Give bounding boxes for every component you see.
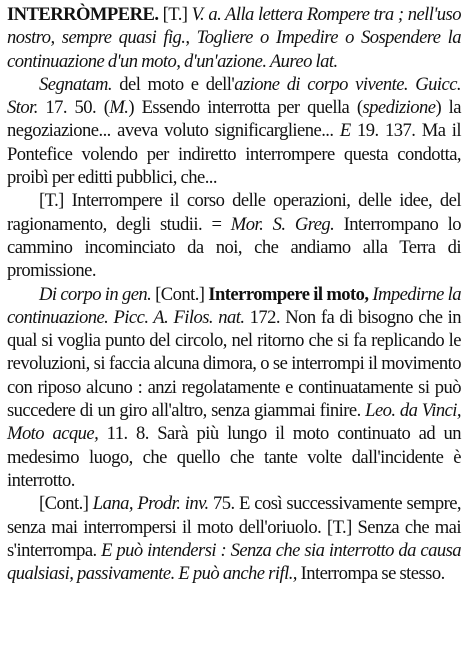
quotation-text: 75. E così successivamente sempre, senza mai interrompersi il moto dell'oriuolo. [T.] Senza che mai s'interrompa. bbox=[7, 493, 462, 561]
editor-mark: [T.] bbox=[158, 4, 192, 25]
sense-paragraph-continuation bbox=[7, 492, 461, 585]
citation-source: Mor. S. Greg. bbox=[230, 213, 335, 235]
citation-source: E bbox=[339, 120, 351, 142]
sense-paragraph-figurative bbox=[7, 189, 461, 282]
editor-mark: [Cont.] bbox=[151, 283, 209, 305]
sense-label: Segnatam. bbox=[39, 73, 113, 95]
quotation-text: 19. 137. Ma il Pontefice volendo per indiretto interrompere questa condotta, proibì per editti pubblici, che... bbox=[7, 120, 461, 189]
citation-reference: 17. 50. ( bbox=[37, 97, 110, 119]
citation-source: Lana, Prodr. inv. bbox=[92, 493, 209, 515]
quotation-text: ) la negoziazione... aveva voluto significargliene... bbox=[7, 97, 461, 142]
quotation-text: 172. Non fa di bisogno che in qual si voglia punto del circolo, nel ritorno che si fa replicando le revoluzioni, si faccia alcuna dimora, o se interrompi il movimento con riposo alcuno : anzi regolatamente e continuatamente si può succedere di un giro all'altro, senza giammai finire. bbox=[7, 306, 462, 422]
quotation-text: ) Essendo interrotta per quella ( bbox=[128, 97, 363, 119]
definition-paragraph bbox=[7, 3, 461, 73]
dictionary-entry-interrompere bbox=[7, 3, 461, 585]
editor-mark: [Cont.] bbox=[39, 493, 93, 515]
editorial-comment: E può intendersi : Senza che sia interrotto da causa qualsiasi, passivamente. E può anche rifl., bbox=[7, 539, 462, 585]
citation-source: Leo. da Vinci, Moto acque, bbox=[7, 400, 462, 445]
sense-text: [T.] Interrompere il corso delle operazioni, delle idee, del ragionamento, degli studii. = bbox=[7, 190, 461, 235]
citation-source: azione di corpo vivente. Guicc. Stor. bbox=[7, 73, 461, 119]
sense-paragraph-body-general bbox=[7, 283, 461, 493]
quotation-text: 11. 8. Sarà più lungo il moto continuato ad un medesimo luogo, che quello che tante volte dall'incidente è interrotto. bbox=[7, 423, 461, 491]
headword: INTERRÒMPERE. bbox=[7, 4, 159, 25]
quotation-gloss: spedizione bbox=[362, 97, 436, 119]
citation-source-mark: M. bbox=[109, 97, 129, 119]
phrase-headword: Interrompere il moto, bbox=[208, 283, 369, 305]
sense-label: Di corpo in gen. bbox=[39, 283, 152, 305]
sense-paragraph-living-body bbox=[7, 73, 461, 189]
sense-text: del moto e dell' bbox=[112, 73, 235, 95]
phrase-definition: Impedirne la continuazione. Picc. A. Filos. nat. bbox=[7, 283, 461, 328]
quotation-text: Interrompano lo cammino incominciato da noi, che andiamo alla Terra di promissione. bbox=[7, 213, 462, 282]
definition-text: V. a. Alla lettera Rompere tra ; nell'uso nostro, sempre quasi fig., Togliere o Impedire o Sospendere la continuazione d'un moto, d'un'azione. Aureo lat. bbox=[7, 4, 461, 72]
quotation-text: Interrompa se stesso. bbox=[296, 563, 445, 585]
